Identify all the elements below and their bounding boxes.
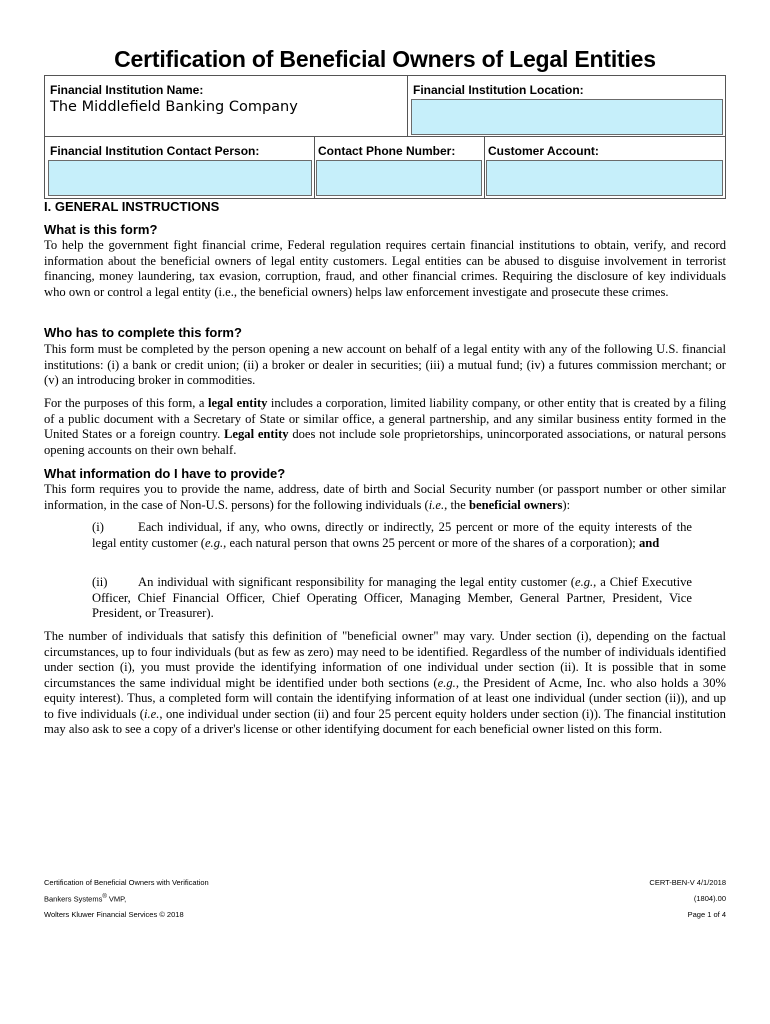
contact-person-field[interactable] — [48, 160, 312, 196]
text-run: For the purposes of this form, a — [44, 396, 208, 410]
list-item — [92, 575, 692, 622]
emphasis: i.e. — [143, 706, 160, 721]
text-run: , a Chief Executive Officer, Chief Financial Officer, Chief Operating Officer, Managing Member, General Partner, President, Vice President, or Treasurer). — [92, 575, 693, 620]
section-heading: I. GENERAL INSTRUCTIONS — [44, 199, 220, 214]
legal-entity-definition — [44, 396, 726, 458]
emphasis: Legal entity — [224, 427, 289, 441]
divider — [407, 76, 408, 136]
contact-phone-field[interactable] — [316, 160, 482, 196]
text-run: An individual with significant responsibility for managing the legal entity customer ( — [138, 575, 575, 589]
emphasis: e.g. — [574, 575, 594, 589]
institution-location-field[interactable] — [411, 99, 723, 135]
emphasis: beneficial owners — [468, 497, 563, 512]
contact-person-label: Financial Institution Contact Person: — [50, 144, 260, 158]
question-heading: Who has to complete this form? — [44, 325, 242, 340]
text-run: This form requires you to provide the name, address, date of birth and Social Security number (or passport number or other similar information, in the case of Non-U.S. persons) for the following individuals ( — [44, 482, 726, 512]
text-run: The number of individuals that satisfy this definition of "beneficial owner" may vary. Under section (i), depending on the factual circumstances, up to four individuals (but as few as zero) may need to be identified. Regardless of the number of individuals identified under section (i), you must provide the identifying information of one individual under section (ii). It is possible that in some circumstances the same individual might be identified under both sections ( — [44, 629, 726, 690]
text-run: , each natural person that owns 25 percent or more of the shares of a corporation); — [223, 535, 639, 550]
page-title: Certification of Beneficial Owners of Legal Entities — [114, 46, 656, 72]
beneficial-owner-explanation — [44, 629, 726, 738]
text-run: does not include sole proprietorships, unincorporated associations, or natural persons opening accounts on their own behalf. — [44, 427, 726, 457]
emphasis: e.g. — [437, 675, 456, 690]
text-run: VMP, — [106, 894, 127, 904]
text-run: , the President of Acme, Inc. who also holds a 30% equity interest). Thus, a completed form will contain the identifying information of at least one individual (under section (ii)), and up to five individuals ( — [44, 675, 726, 721]
divider — [45, 136, 725, 137]
footer-publisher — [44, 894, 126, 904]
footer-form-name: Certification of Beneficial Owners with Verification — [44, 878, 209, 887]
institution-name-label: Financial Institution Name: — [50, 83, 204, 97]
institution-location-label: Financial Institution Location: — [413, 83, 584, 97]
registered-mark: ® — [102, 894, 107, 900]
contact-phone-label: Contact Phone Number: — [318, 144, 456, 158]
text-run: ): — [562, 497, 571, 512]
question-answer: This form must be completed by the person opening a new account on behalf of a legal entity with any of the following U.S. financial institutions: (i) a bank or credit union; (ii) a broker or dealer in securities; (iii) a mutual fund; (iv) a futures commission merchant; or (v) an introducing broker in commodities. — [44, 342, 726, 387]
emphasis: e.g. — [204, 535, 224, 550]
text-run: , one individual under section (ii) and four 25 percent equity holders under section (i)). The financial institution may also ask to see a copy of a driver's license or other identifying document for each beneficial owner listed on this form. — [44, 706, 726, 736]
footer-page-number: Page 1 of 4 — [687, 910, 726, 919]
divider — [314, 136, 315, 198]
question-heading: What information do I have to provide? — [44, 466, 286, 481]
emphasis: legal entity — [207, 396, 268, 410]
footer-revision: (1804).00 — [693, 894, 726, 903]
institution-name-value: The Middlefield Banking Company — [50, 99, 298, 115]
footer-form-code: CERT-BEN-V 4/1/2018 — [649, 878, 726, 887]
text-run: , the — [444, 497, 469, 512]
text-run: includes a corporation, limited liability company, or other entity that is created by a filing of a public document with a Secretary of State or similar office, a general partnership, and any similar business entity formed in the United States or a foreign country. — [44, 396, 727, 441]
list-item-number: (ii) — [92, 575, 108, 589]
institution-info-table — [44, 75, 726, 199]
text-run: Each individual, if any, who owns, directly or indirectly, 25 percent or more of the equity interests of the legal entity customer ( — [92, 520, 692, 550]
customer-account-label: Customer Account: — [488, 144, 599, 158]
list-item-number: (i) — [92, 520, 104, 534]
divider — [484, 136, 485, 198]
customer-account-field[interactable] — [486, 160, 723, 196]
question-answer — [44, 482, 726, 513]
emphasis: i.e. — [428, 497, 445, 512]
question-answer: To help the government fight financial crime, Federal regulation requires certain financial institutions to obtain, verify, and record information about the beneficial owners of legal entity customers. Legal entities can be abused to disguise involvement in terrorist financing, money laundering, tax evasion, corruption, fraud, and other financial crimes. Requiring the disclosure of key individuals who own or control a legal entity (i.e., the beneficial owners) helps law enforcement investigate and prosecute these crimes. — [44, 238, 726, 299]
text-run: Bankers Systems — [44, 894, 103, 904]
emphasis: and — [638, 535, 660, 550]
list-item — [92, 520, 692, 551]
question-heading: What is this form? — [44, 222, 158, 237]
footer-copyright: Wolters Kluwer Financial Services © 2018 — [44, 910, 184, 919]
